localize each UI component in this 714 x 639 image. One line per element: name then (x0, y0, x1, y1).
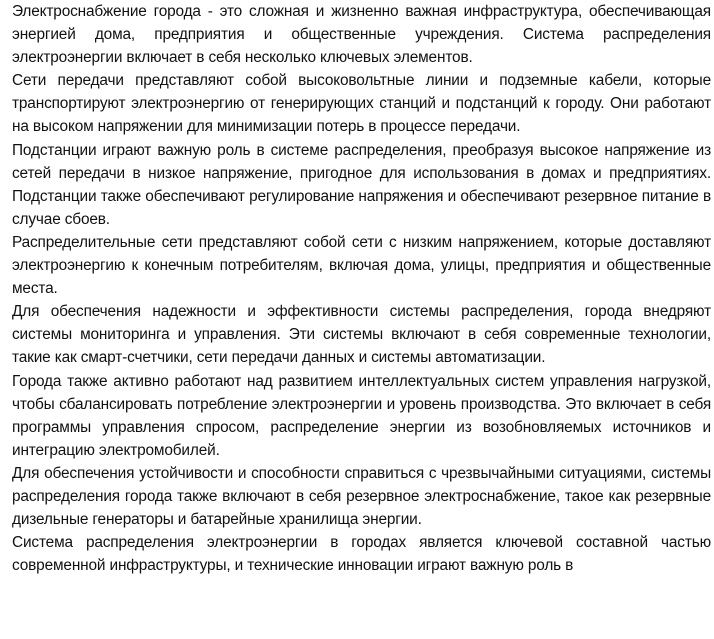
paragraph-transmission-networks: Сети передачи представляют собой высоковольтные линии и подземные кабели, которые транспортируют электроэнергию от генерирующих станций и подстанций к городу. Они работают на высоком напряжении для минимизации потерь в процессе передачи. (12, 72, 711, 136)
paragraph-intro: Электроснабжение города - это сложная и жизненно важная инфраструктура, обеспечивающая энергией дома, предприятия и общественные учреждения. Система распределения электроэнергии включает в себя несколько ключевых элементов. (12, 3, 711, 67)
paragraph-conclusion: Система распределения электроэнергии в городах является ключевой составной частью современной инфраструктуры, и технические инновации играют важную роль в (12, 534, 711, 575)
paragraph-distribution-networks: Распределительные сети представляют собой сети с низким напряжением, которые доставляют электроэнергию к конечным потребителям, включая дома, улицы, предприятия и общественные места. (12, 233, 711, 298)
paragraph-load-management: Города также активно работают над развитием интеллектуальных систем управления нагрузкой, чтобы сбалансировать потребление электроэнергии и уровень производства. Это включает в себя программы управления спросом, распределение энергии из возобновляемых источников и интеграцию электромобилей. (12, 372, 711, 459)
paragraph-substations: Подстанции играют важную роль в системе распределения, преобразуя высокое напряжение из сетей передачи в низкое напряжение, пригодное для использования в домах и предприятиях. Подстанции также обеспечивают регулирование напряжения и обеспечивают резервное питание в случае сбоев. (12, 141, 711, 228)
paragraph-monitoring-systems: Для обеспечения надежности и эффективности системы распределения, города внедряют системы мониторинга и управления. Эти системы включают в себя современные технологии, такие как смарт-счетчики, сети передачи данных и системы автоматизации. (12, 303, 711, 367)
paragraph-backup-supply: Для обеспечения устойчивости и способности справиться с чрезвычайными ситуациями, системы распределения города также включают в себя резервное электроснабжение, такое как резервные дизельные генераторы и батарейные хранилища энергии. (12, 464, 711, 529)
